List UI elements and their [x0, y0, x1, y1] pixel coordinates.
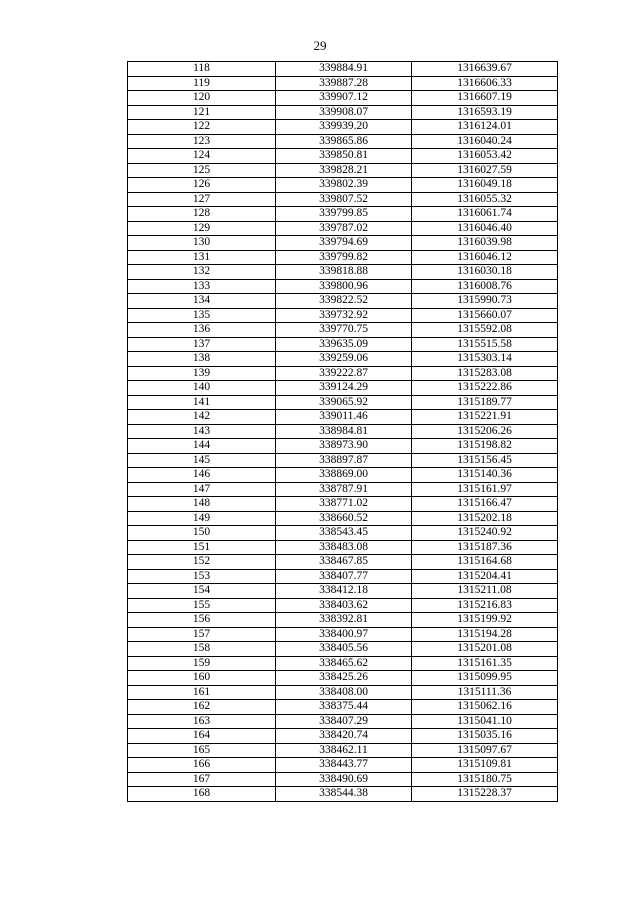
- x-coordinate-cell: 339770.75: [276, 323, 412, 338]
- point-number-cell: 161: [128, 685, 276, 700]
- y-coordinate-cell: 1316593.19: [412, 105, 558, 120]
- table-row: [128, 729, 558, 744]
- point-number-cell: 166: [128, 758, 276, 773]
- table-row: [128, 656, 558, 671]
- point-number-cell: 127: [128, 192, 276, 207]
- x-coordinate-cell: 339822.52: [276, 294, 412, 309]
- table-row: [128, 337, 558, 352]
- y-coordinate-cell: 1315198.82: [412, 439, 558, 454]
- point-number-cell: 163: [128, 714, 276, 729]
- table-row: [128, 439, 558, 454]
- point-number-cell: 133: [128, 279, 276, 294]
- x-coordinate-cell: 338403.62: [276, 598, 412, 613]
- table-row: [128, 642, 558, 657]
- x-coordinate-cell: 339802.39: [276, 178, 412, 193]
- point-number-cell: 152: [128, 555, 276, 570]
- point-number-cell: 138: [128, 352, 276, 367]
- point-number-cell: 153: [128, 569, 276, 584]
- x-coordinate-cell: 338425.26: [276, 671, 412, 686]
- point-number-cell: 150: [128, 526, 276, 541]
- x-coordinate-cell: 338973.90: [276, 439, 412, 454]
- x-coordinate-cell: 339939.20: [276, 120, 412, 135]
- x-coordinate-cell: 338490.69: [276, 772, 412, 787]
- table-row: [128, 76, 558, 91]
- y-coordinate-cell: 1316055.32: [412, 192, 558, 207]
- table-row: [128, 265, 558, 280]
- point-number-cell: 118: [128, 62, 276, 77]
- y-coordinate-cell: 1315216.83: [412, 598, 558, 613]
- x-coordinate-cell: 339732.92: [276, 308, 412, 323]
- point-number-cell: 139: [128, 366, 276, 381]
- point-number-cell: 140: [128, 381, 276, 396]
- point-number-cell: 157: [128, 627, 276, 642]
- x-coordinate-cell: 338787.91: [276, 482, 412, 497]
- x-coordinate-cell: 339124.29: [276, 381, 412, 396]
- y-coordinate-cell: 1316061.74: [412, 207, 558, 222]
- point-number-cell: 148: [128, 497, 276, 512]
- y-coordinate-cell: 1315283.08: [412, 366, 558, 381]
- table-row: [128, 163, 558, 178]
- y-coordinate-cell: 1315211.08: [412, 584, 558, 599]
- y-coordinate-cell: 1316040.24: [412, 134, 558, 149]
- x-coordinate-cell: 339011.46: [276, 410, 412, 425]
- point-number-cell: 137: [128, 337, 276, 352]
- y-coordinate-cell: 1315221.91: [412, 410, 558, 425]
- y-coordinate-cell: 1316039.98: [412, 236, 558, 251]
- y-coordinate-cell: 1315166.47: [412, 497, 558, 512]
- table-row: [128, 671, 558, 686]
- table-row: [128, 511, 558, 526]
- point-number-cell: 164: [128, 729, 276, 744]
- table-row: [128, 308, 558, 323]
- point-number-cell: 143: [128, 424, 276, 439]
- point-number-cell: 132: [128, 265, 276, 280]
- x-coordinate-cell: 339907.12: [276, 91, 412, 106]
- y-coordinate-cell: 1316008.76: [412, 279, 558, 294]
- y-coordinate-cell: 1316639.67: [412, 62, 558, 77]
- y-coordinate-cell: 1316046.40: [412, 221, 558, 236]
- y-coordinate-cell: 1315228.37: [412, 787, 558, 802]
- point-number-cell: 167: [128, 772, 276, 787]
- y-coordinate-cell: 1315041.10: [412, 714, 558, 729]
- table-row: [128, 569, 558, 584]
- table-row: [128, 758, 558, 773]
- table-row: [128, 149, 558, 164]
- table-row: [128, 381, 558, 396]
- y-coordinate-cell: 1315140.36: [412, 468, 558, 483]
- y-coordinate-cell: 1315164.68: [412, 555, 558, 570]
- x-coordinate-cell: 338443.77: [276, 758, 412, 773]
- x-coordinate-cell: 338543.45: [276, 526, 412, 541]
- y-coordinate-cell: 1316053.42: [412, 149, 558, 164]
- x-coordinate-cell: 339828.21: [276, 163, 412, 178]
- table-row: [128, 221, 558, 236]
- point-number-cell: 130: [128, 236, 276, 251]
- x-coordinate-cell: 338483.08: [276, 540, 412, 555]
- y-coordinate-cell: 1315161.35: [412, 656, 558, 671]
- y-coordinate-cell: 1315515.58: [412, 337, 558, 352]
- x-coordinate-cell: 339800.96: [276, 279, 412, 294]
- point-number-cell: 159: [128, 656, 276, 671]
- table-row: [128, 714, 558, 729]
- point-number-cell: 131: [128, 250, 276, 265]
- x-coordinate-cell: 339635.09: [276, 337, 412, 352]
- table-row: [128, 584, 558, 599]
- point-number-cell: 123: [128, 134, 276, 149]
- x-coordinate-cell: 338544.38: [276, 787, 412, 802]
- x-coordinate-cell: 338400.97: [276, 627, 412, 642]
- point-number-cell: 155: [128, 598, 276, 613]
- coordinate-table: [127, 61, 558, 802]
- x-coordinate-cell: 339887.28: [276, 76, 412, 91]
- point-number-cell: 141: [128, 395, 276, 410]
- point-number-cell: 146: [128, 468, 276, 483]
- point-number-cell: 125: [128, 163, 276, 178]
- table-row: [128, 743, 558, 758]
- table-row: [128, 366, 558, 381]
- point-number-cell: 151: [128, 540, 276, 555]
- point-number-cell: 135: [128, 308, 276, 323]
- y-coordinate-cell: 1315194.28: [412, 627, 558, 642]
- table-row: [128, 787, 558, 802]
- x-coordinate-cell: 338408.00: [276, 685, 412, 700]
- x-coordinate-cell: 338869.00: [276, 468, 412, 483]
- coordinate-table-body: [128, 62, 558, 802]
- table-row: [128, 62, 558, 77]
- y-coordinate-cell: 1315035.16: [412, 729, 558, 744]
- y-coordinate-cell: 1315156.45: [412, 453, 558, 468]
- y-coordinate-cell: 1315303.14: [412, 352, 558, 367]
- table-row: [128, 120, 558, 135]
- point-number-cell: 134: [128, 294, 276, 309]
- y-coordinate-cell: 1315062.16: [412, 700, 558, 715]
- point-number-cell: 147: [128, 482, 276, 497]
- page-number: 29: [313, 38, 327, 53]
- table-row: [128, 772, 558, 787]
- table-row: [128, 613, 558, 628]
- table-row: [128, 526, 558, 541]
- x-coordinate-cell: 338375.44: [276, 700, 412, 715]
- point-number-cell: 120: [128, 91, 276, 106]
- x-coordinate-cell: 338412.18: [276, 584, 412, 599]
- x-coordinate-cell: 338420.74: [276, 729, 412, 744]
- x-coordinate-cell: 338462.11: [276, 743, 412, 758]
- x-coordinate-cell: 339787.02: [276, 221, 412, 236]
- y-coordinate-cell: 1315109.81: [412, 758, 558, 773]
- table-row: [128, 410, 558, 425]
- point-number-cell: 126: [128, 178, 276, 193]
- table-row: [128, 395, 558, 410]
- point-number-cell: 142: [128, 410, 276, 425]
- y-coordinate-cell: 1315202.18: [412, 511, 558, 526]
- table-row: [128, 598, 558, 613]
- x-coordinate-cell: 339865.86: [276, 134, 412, 149]
- point-number-cell: 149: [128, 511, 276, 526]
- x-coordinate-cell: 338465.62: [276, 656, 412, 671]
- y-coordinate-cell: 1315592.08: [412, 323, 558, 338]
- table-row: [128, 555, 558, 570]
- x-coordinate-cell: 339794.69: [276, 236, 412, 251]
- y-coordinate-cell: 1315201.08: [412, 642, 558, 657]
- table-row: [128, 91, 558, 106]
- table-row: [128, 207, 558, 222]
- point-number-cell: 145: [128, 453, 276, 468]
- point-number-cell: 160: [128, 671, 276, 686]
- point-number-cell: 154: [128, 584, 276, 599]
- table-row: [128, 192, 558, 207]
- table-row: [128, 627, 558, 642]
- y-coordinate-cell: 1316049.18: [412, 178, 558, 193]
- table-row: [128, 497, 558, 512]
- table-row: [128, 294, 558, 309]
- table-row: [128, 134, 558, 149]
- y-coordinate-cell: 1315189.77: [412, 395, 558, 410]
- table-row: [128, 685, 558, 700]
- x-coordinate-cell: 339259.06: [276, 352, 412, 367]
- point-number-cell: 119: [128, 76, 276, 91]
- y-coordinate-cell: 1315206.26: [412, 424, 558, 439]
- y-coordinate-cell: 1315660.07: [412, 308, 558, 323]
- y-coordinate-cell: 1315161.97: [412, 482, 558, 497]
- x-coordinate-cell: 339908.07: [276, 105, 412, 120]
- y-coordinate-cell: 1315180.75: [412, 772, 558, 787]
- point-number-cell: 124: [128, 149, 276, 164]
- x-coordinate-cell: 339884.91: [276, 62, 412, 77]
- point-number-cell: 156: [128, 613, 276, 628]
- y-coordinate-cell: 1315990.73: [412, 294, 558, 309]
- y-coordinate-cell: 1316046.12: [412, 250, 558, 265]
- y-coordinate-cell: 1315240.92: [412, 526, 558, 541]
- point-number-cell: 168: [128, 787, 276, 802]
- x-coordinate-cell: 338405.56: [276, 642, 412, 657]
- y-coordinate-cell: 1315199.92: [412, 613, 558, 628]
- x-coordinate-cell: 339065.92: [276, 395, 412, 410]
- x-coordinate-cell: 339799.85: [276, 207, 412, 222]
- y-coordinate-cell: 1316606.33: [412, 76, 558, 91]
- x-coordinate-cell: 339222.87: [276, 366, 412, 381]
- point-number-cell: 136: [128, 323, 276, 338]
- x-coordinate-cell: 338407.77: [276, 569, 412, 584]
- y-coordinate-cell: 1315111.36: [412, 685, 558, 700]
- point-number-cell: 128: [128, 207, 276, 222]
- y-coordinate-cell: 1316027.59: [412, 163, 558, 178]
- table-row: [128, 352, 558, 367]
- point-number-cell: 162: [128, 700, 276, 715]
- point-number-cell: 129: [128, 221, 276, 236]
- table-row: [128, 540, 558, 555]
- x-coordinate-cell: 338467.85: [276, 555, 412, 570]
- y-coordinate-cell: 1316607.19: [412, 91, 558, 106]
- point-number-cell: 121: [128, 105, 276, 120]
- table-row: [128, 700, 558, 715]
- table-row: [128, 178, 558, 193]
- point-number-cell: 158: [128, 642, 276, 657]
- table-row: [128, 323, 558, 338]
- table-row: [128, 279, 558, 294]
- x-coordinate-cell: 338984.81: [276, 424, 412, 439]
- y-coordinate-cell: 1316124.01: [412, 120, 558, 135]
- y-coordinate-cell: 1315099.95: [412, 671, 558, 686]
- table-row: [128, 453, 558, 468]
- y-coordinate-cell: 1316030.18: [412, 265, 558, 280]
- x-coordinate-cell: 339807.52: [276, 192, 412, 207]
- point-number-cell: 144: [128, 439, 276, 454]
- x-coordinate-cell: 339818.88: [276, 265, 412, 280]
- table-row: [128, 424, 558, 439]
- table-row: [128, 105, 558, 120]
- table-row: [128, 236, 558, 251]
- x-coordinate-cell: 338660.52: [276, 511, 412, 526]
- x-coordinate-cell: 338392.81: [276, 613, 412, 628]
- x-coordinate-cell: 338771.02: [276, 497, 412, 512]
- y-coordinate-cell: 1315097.67: [412, 743, 558, 758]
- table-row: [128, 482, 558, 497]
- x-coordinate-cell: 338407.29: [276, 714, 412, 729]
- point-number-cell: 122: [128, 120, 276, 135]
- y-coordinate-cell: 1315222.86: [412, 381, 558, 396]
- point-number-cell: 165: [128, 743, 276, 758]
- x-coordinate-cell: 339850.81: [276, 149, 412, 164]
- x-coordinate-cell: 339799.82: [276, 250, 412, 265]
- x-coordinate-cell: 338897.87: [276, 453, 412, 468]
- table-row: [128, 468, 558, 483]
- y-coordinate-cell: 1315204.41: [412, 569, 558, 584]
- y-coordinate-cell: 1315187.36: [412, 540, 558, 555]
- table-row: [128, 250, 558, 265]
